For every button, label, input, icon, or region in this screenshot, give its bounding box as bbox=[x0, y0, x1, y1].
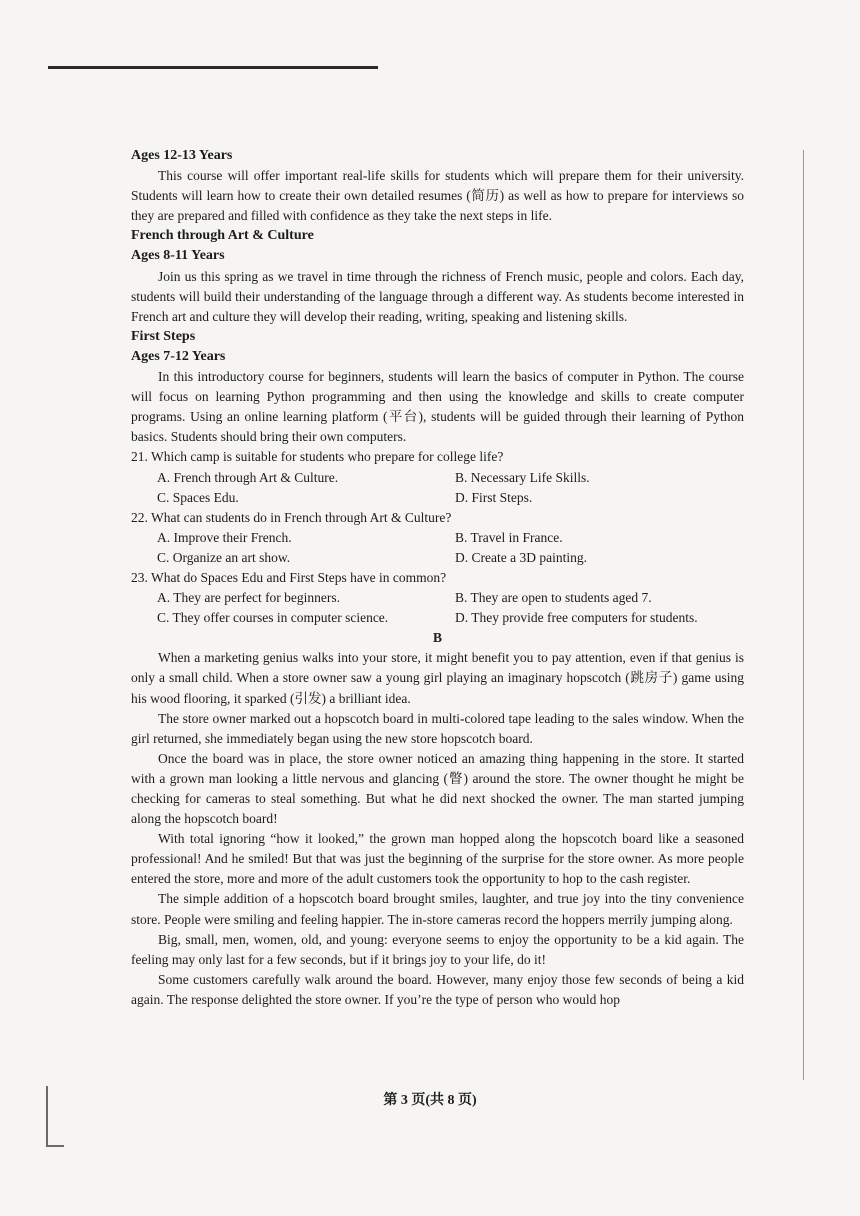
course-paragraph: In this introductory course for beginners, students will learn the basics of computer in Python. The course will focus on learning Python programming and then using the knowledge and skills to create computer programs. Using an online learning platform (平台), students will be guided through their learning of Python basics. Students should bring their own computers. bbox=[131, 369, 744, 445]
option-b: B. Necessary Life Skills. bbox=[455, 469, 590, 485]
course-title: First Steps bbox=[131, 328, 196, 344]
option-d: D. First Steps. bbox=[455, 489, 533, 505]
passage-paragraph: Some customers carefully walk around the board. However, many enjoy those few seconds of being a kid again. The response delighted the store owner. If you’re the type of person who would hop bbox=[131, 971, 744, 1007]
question-stem: 22. What can students do in French through Art & Culture? bbox=[131, 509, 452, 525]
question-options bbox=[131, 468, 744, 508]
passage-paragraph: When a marketing genius walks into your store, it might benefit you to pay attention, even if that genius is only a small child. When a store owner saw a young girl playing an imaginary hopscotch (跳房子) game using his wood flooring, it sparked (引发) a brilliant idea. bbox=[131, 650, 744, 706]
passage-paragraph: Big, small, men, women, old, and young: everyone seems to enjoy the opportunity to be a kid again. The feeling may only last for a few seconds, but if it brings joy to your life, do it! bbox=[131, 931, 744, 967]
section-label-b: B bbox=[432, 630, 442, 646]
right-margin-rule bbox=[803, 150, 804, 1080]
option-a: A. They are perfect for beginners. bbox=[157, 590, 341, 606]
question-22 bbox=[131, 508, 744, 568]
question-21 bbox=[131, 447, 744, 507]
course-paragraph: Join us this spring as we travel in time through the richness of French music, people and colors. Each day, students will build their understanding of the language through a different way. As students become interested in French art and culture they will develop their reading, writing, speaking and listening skills. bbox=[131, 268, 744, 324]
option-d: D. They provide free computers for students. bbox=[455, 610, 698, 626]
page-footer: 第 3 页(共 8 页) bbox=[383, 1093, 477, 1108]
top-rule bbox=[48, 66, 378, 69]
question-options bbox=[131, 588, 744, 628]
course-title: French through Art & Culture bbox=[131, 228, 314, 244]
option-a: A. French through Art & Culture. bbox=[157, 469, 339, 485]
page-content bbox=[131, 146, 744, 1010]
question-options bbox=[131, 528, 744, 568]
passage-paragraph: The simple addition of a hopscotch board brought smiles, laughter, and true joy into the tiny convenience store. People were smiling and feeling happier. The in-store cameras record the hoppers merrily jumping along. bbox=[131, 891, 744, 927]
question-stem: 23. What do Spaces Edu and First Steps have in common? bbox=[131, 569, 447, 585]
passage-paragraph: The store owner marked out a hopscotch board in multi-colored tape leading to the sales window. When the girl returned, she immediately began using the new store hopscotch board. bbox=[131, 710, 744, 746]
ages-heading: Ages 8-11 Years bbox=[131, 248, 225, 264]
passage-paragraph: Once the board was in place, the store owner noticed an amazing thing happening in the store. It started with a grown man looking a little nervous and glancing (瞥) around the store. The owner thought he might be checking for cameras to steal something. But what he did next shocked the owner. The man started jumping along the hopscotch board! bbox=[131, 750, 744, 827]
option-c: C. Organize an art show. bbox=[157, 549, 291, 565]
ages-heading: Ages 7-12 Years bbox=[131, 348, 226, 364]
passage-paragraph: With total ignoring “how it looked,” the grown man hopped along the hopscotch board like a seasoned professional! And he smiled! But that was just the beginning of the surprise for the store owner. As more people entered the store, more and more of the adult customers took the opportunity to hop to the cash register. bbox=[131, 831, 744, 887]
option-b: B. They are open to students aged 7. bbox=[455, 590, 652, 606]
option-a: A. Improve their French. bbox=[157, 529, 292, 545]
option-d: D. Create a 3D painting. bbox=[455, 549, 587, 565]
option-c: C. Spaces Edu. bbox=[157, 489, 239, 505]
course-paragraph: This course will offer important real-life skills for students which will prepare them for their university. Students will learn how to create their own detailed resumes (简历) as well as how to prepare for interviews so they are prepared and filled with confidence as they take the next steps in life. bbox=[131, 168, 744, 224]
option-b: B. Travel in France. bbox=[455, 529, 563, 545]
corner-mark-horizontal bbox=[46, 1145, 64, 1147]
option-c: C. They offer courses in computer science. bbox=[157, 610, 389, 626]
question-stem: 21. Which camp is suitable for students who prepare for college life? bbox=[131, 449, 504, 465]
question-23 bbox=[131, 568, 744, 628]
ages-heading: Ages 12-13 Years bbox=[131, 148, 233, 163]
